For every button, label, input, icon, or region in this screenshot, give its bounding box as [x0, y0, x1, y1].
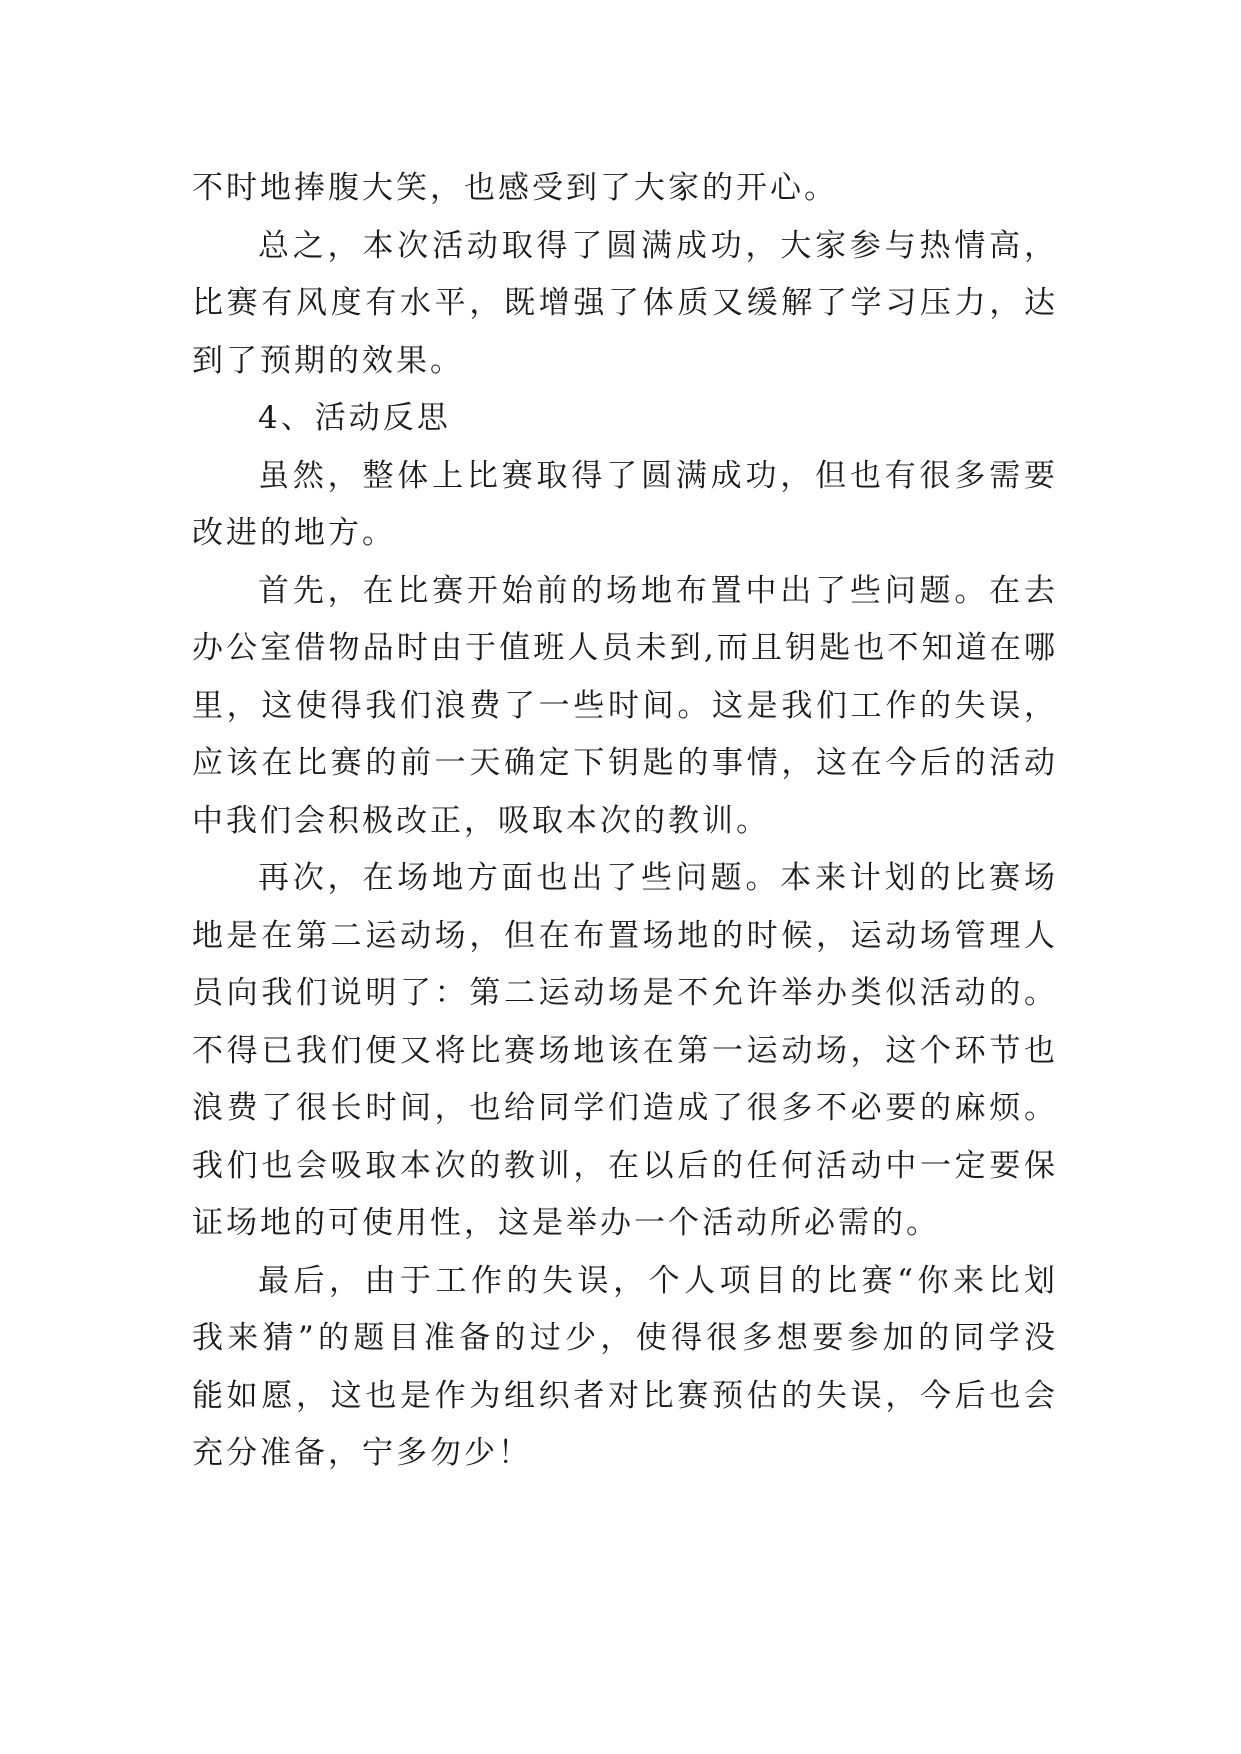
paragraph-continuation: 不时地捧腹大笑，也感受到了大家的开心。 [192, 170, 838, 206]
section-heading-reflection: 4、活动反思 [258, 400, 451, 436]
paragraph-last-issue: 最后，由于工作的失误，个人项目的比赛“你来比划我来猜”的题目准备的过少，使得很多想要参加的同学没能如愿，这也是作为组织者对比赛预估的失误，今后也会充分准备，宁多勿少！ [192, 1262, 1058, 1471]
document-body [192, 160, 1058, 1483]
paragraph-first-issue: 首先，在比赛开始前的场地布置中出了些问题。在去办公室借物品时由于值班人员未到,而且钥匙也不知道在哪里，这使得我们浪费了一些时间。这是我们工作的失误，应该在比赛的前一天确定下钥匙的事情，这在今后的活动中我们会积极改正，吸取本次的教训。 [192, 572, 1058, 839]
paragraph-second-issue: 再次，在场地方面也出了些问题。本来计划的比赛场地是在第二运动场，但在布置场地的时候，运动场管理人员向我们说明了：第二运动场是不允许举办类似活动的。不得已我们便又将比赛场地该在第一运动场，这个环节也浪费了很长时间，也给同学们造成了很多不必要的麻烦。我们也会吸取本次的教训，在以后的任何活动中一定要保证场地的可使用性，这是举办一个活动所必需的。 [192, 860, 1058, 1241]
paragraph-summary: 总之，本次活动取得了圆满成功，大家参与热情高，比赛有风度有水平，既增强了体质又缓解了学习压力，达到了预期的效果。 [192, 227, 1058, 379]
paragraph-reflection-intro: 虽然，整体上比赛取得了圆满成功，但也有很多需要改进的地方。 [192, 457, 1058, 551]
